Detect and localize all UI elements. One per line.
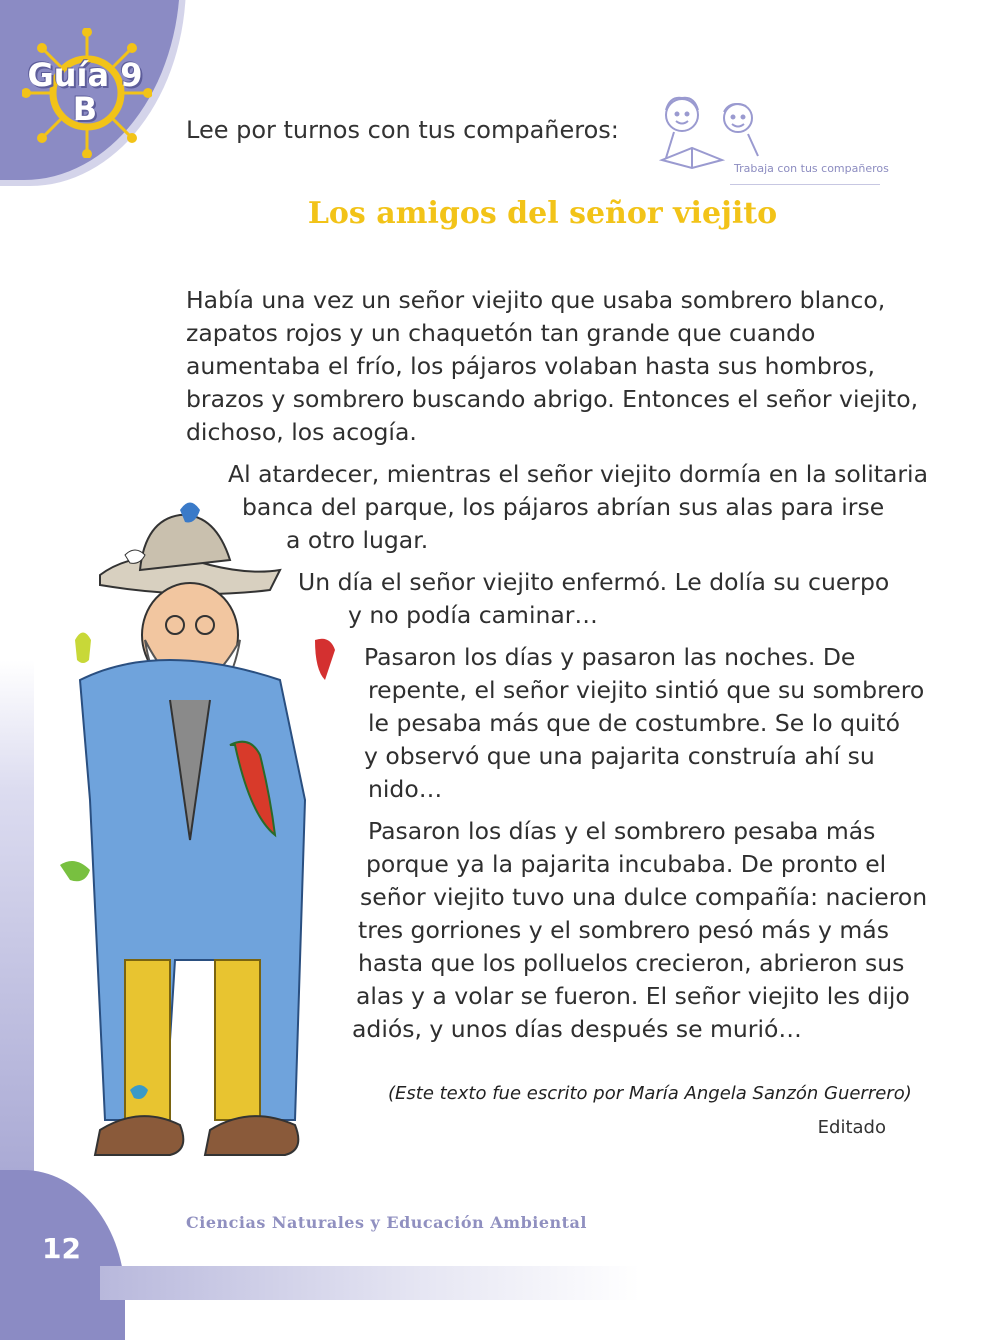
team-work-label: Trabaja con tus compañeros <box>734 162 889 175</box>
children-reading-icon <box>652 90 882 190</box>
edited-note: Editado <box>817 1117 886 1138</box>
guide-number: Guía 9 <box>27 56 143 94</box>
text-line: porque ya la pajarita incubaba. De pronto el <box>366 850 887 878</box>
text-line: y no podía caminar… <box>348 601 598 629</box>
text-line: Al atardecer, mientras el señor viejito dormía en la solitaria <box>228 460 928 488</box>
text-line: tres gorriones y el sombrero pesó más y más <box>358 916 889 944</box>
text-line: hasta que los polluelos crecieron, abrieron sus <box>358 949 905 977</box>
old-man-with-birds-illustration <box>40 490 350 1190</box>
bottom-decor-bar <box>100 1266 640 1300</box>
text-line: Un día el señor viejito enfermó. Le dolía su cuerpo <box>298 568 890 596</box>
text-line: repente, el señor viejito sintió que su sombrero <box>368 676 925 704</box>
text-line: adiós, y unos días después se murió… <box>352 1015 802 1043</box>
guide-badge-label <box>20 58 150 126</box>
instruction-text: Lee por turnos con tus compañeros: <box>186 116 619 144</box>
team-label-underline <box>730 184 880 185</box>
left-decor-strip <box>0 660 34 1180</box>
paragraph-1 <box>186 284 918 449</box>
text-line: brazos y sombrero buscando abrigo. Entonces el señor viejito, <box>186 385 919 413</box>
text-line: nido… <box>368 775 443 803</box>
story-title: Los amigos del señor viejito <box>307 196 778 231</box>
text-line: a otro lugar. <box>286 526 429 554</box>
text-line: y observó que una pajarita construía ahí su <box>364 742 875 770</box>
text-line: Pasaron los días y el sombrero pesaba más <box>368 817 876 845</box>
text-line: Había una vez un señor viejito que usaba sombrero blanco, <box>186 286 886 314</box>
text-line: dichoso, los acogía. <box>186 418 417 446</box>
text-line: señor viejito tuvo una dulce compañía: nacieron <box>360 883 928 911</box>
text-line: Pasaron los días y pasaron las noches. De <box>364 643 856 671</box>
guide-letter: B <box>72 90 98 128</box>
page-number: 12 <box>42 1232 81 1265</box>
text-line: alas y a volar se fueron. El señor viejito les dijo <box>356 982 910 1010</box>
text-line: zapatos rojos y un chaquetón tan grande que cuando <box>186 319 816 347</box>
text-line: banca del parque, los pájaros abrían sus alas para irse <box>242 493 885 521</box>
text-line: le pesaba más que de costumbre. Se lo quitó <box>368 709 901 737</box>
text-line: aumentaba el frío, los pájaros volaban hasta sus hombros, <box>186 352 875 380</box>
author-credit: (Este texto fue escrito por María Angela Sanzón Guerrero) <box>388 1083 912 1104</box>
footer-subject: Ciencias Naturales y Educación Ambiental <box>186 1213 587 1232</box>
